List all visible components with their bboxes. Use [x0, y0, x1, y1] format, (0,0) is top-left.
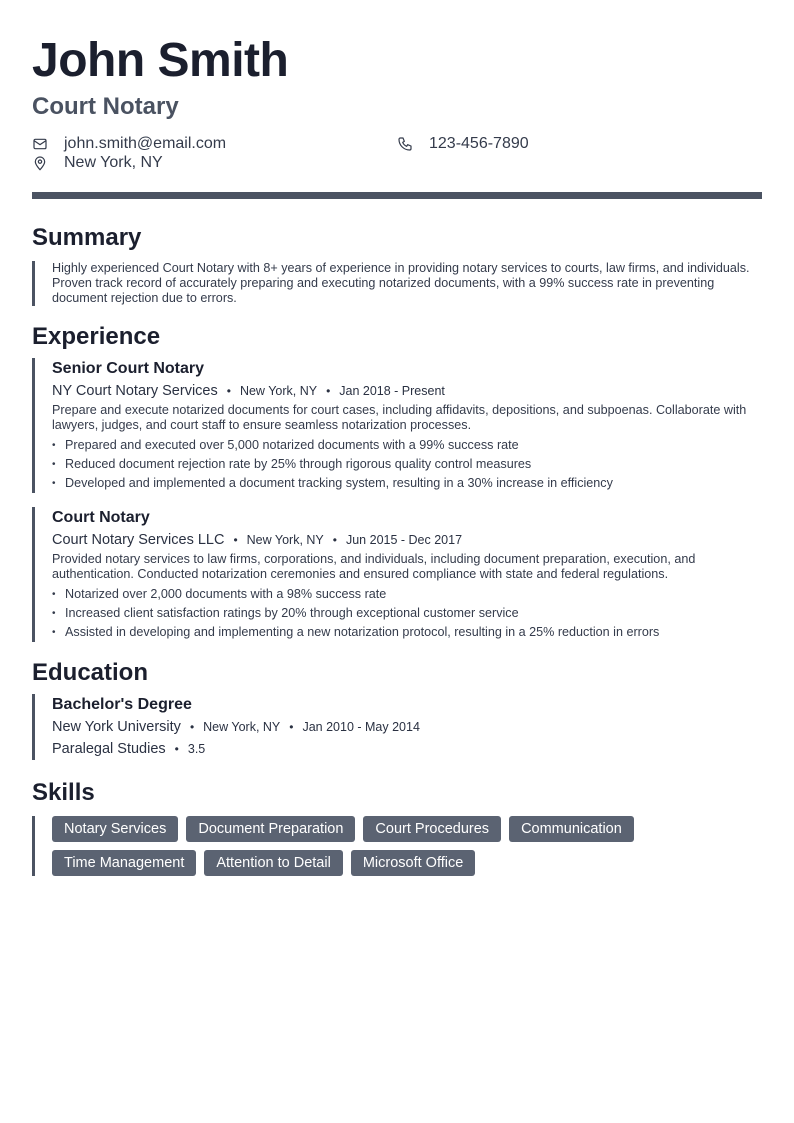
phone-text: 123-456-7890 — [429, 135, 529, 152]
contact-location — [32, 153, 163, 173]
job-dates: Jun 2015 - Dec 2017 — [345, 533, 463, 547]
skills-block — [32, 816, 762, 876]
location-text: New York, NY — [64, 154, 163, 171]
list-item: • Increased client satisfaction ratings by 20% through exceptional customer service — [52, 604, 762, 623]
job-bullets — [52, 436, 762, 493]
job-title-heading: Court Notary — [32, 93, 179, 120]
skills-section — [32, 778, 762, 876]
candidate-name: John Smith — [32, 34, 289, 87]
contact-email — [32, 134, 226, 154]
contact-info — [32, 134, 762, 178]
skill-tag: Microsoft Office — [351, 850, 475, 876]
list-item: • Prepared and executed over 5,000 notarized documents with a 99% success rate — [52, 436, 762, 455]
separator-dot: • — [174, 742, 179, 756]
experience-heading: Experience — [32, 323, 161, 350]
mail-icon — [32, 136, 48, 152]
field-of-study: Paralegal Studies — [52, 741, 166, 757]
job-title: Senior Court Notary — [52, 360, 205, 377]
job-company: NY Court Notary Services — [52, 383, 218, 399]
job-bullets — [52, 585, 762, 642]
skills-list — [52, 816, 752, 876]
contact-phone — [397, 134, 529, 154]
separator-dot: • — [326, 384, 331, 398]
school-location: New York, NY — [203, 720, 281, 734]
list-item: • Notarized over 2,000 documents with a 98% success rate — [52, 585, 762, 604]
skill-tag: Communication — [509, 816, 634, 842]
job-location: New York, NY — [246, 533, 324, 547]
education-section — [32, 658, 762, 760]
job-description: Provided notary services to law firms, corporations, and individuals, including document preparation, execution, and authentication. Conducted notarization ceremonies and ensured compliance with state and federal regulations. — [52, 552, 696, 581]
education-entry — [32, 694, 762, 760]
degree: Bachelor's Degree — [52, 696, 192, 713]
skill-tag: Document Preparation — [186, 816, 355, 842]
list-item: • Reduced document rejection rate by 25% through rigorous quality control measures — [52, 455, 762, 474]
education-heading: Education — [32, 659, 149, 686]
separator-dot: • — [332, 533, 337, 547]
job-entry — [32, 507, 762, 642]
summary-text: Highly experienced Court Notary with 8+ years of experience in providing notary services to courts, law firms, and individuals. Proven track record of accurately preparing and executing notarized documents, with a 99% success rate in preventing document rejection due to errors. — [52, 261, 750, 305]
separator-dot: • — [189, 720, 195, 734]
job-meta — [52, 529, 762, 551]
skill-tag: Time Management — [52, 850, 196, 876]
skill-tag: Notary Services — [52, 816, 178, 842]
separator-dot: • — [233, 533, 238, 547]
summary-heading: Summary — [32, 224, 142, 251]
skills-heading: Skills — [32, 779, 95, 806]
header-divider — [32, 192, 762, 199]
job-entry — [32, 358, 762, 493]
job-description: Prepare and execute notarized documents for court cases, including affidavits, depositions, and subpoenas. Collaborate with lawyers, judges, and court staff to ensure seamless notarization processes. — [52, 403, 747, 432]
education-dates: Jan 2010 - May 2014 — [302, 720, 420, 734]
summary-section — [32, 223, 762, 306]
summary-block — [32, 261, 762, 306]
job-company: Court Notary Services LLC — [52, 532, 225, 548]
school-name: New York University — [52, 719, 181, 735]
job-meta — [52, 380, 762, 402]
skill-tag: Attention to Detail — [204, 850, 342, 876]
job-location: New York, NY — [239, 384, 318, 398]
gpa: 3.5 — [187, 742, 206, 756]
education-field-row — [52, 738, 762, 760]
list-item: • Assisted in developing and implementing a new notarization protocol, resulting in a 25% reduction in errors — [52, 623, 762, 642]
skill-tag: Court Procedures — [363, 816, 501, 842]
phone-icon — [397, 136, 413, 152]
job-dates: Jan 2018 - Present — [339, 384, 445, 398]
experience-section — [32, 322, 762, 642]
education-meta — [52, 716, 762, 738]
map-pin-icon — [32, 155, 48, 171]
separator-dot: • — [289, 720, 294, 734]
separator-dot: • — [226, 384, 231, 398]
list-item: • Developed and implemented a document tracking system, resulting in a 30% increase in efficiency — [52, 474, 762, 493]
email-text: john.smith@email.com — [64, 135, 227, 152]
job-title: Court Notary — [52, 509, 150, 526]
